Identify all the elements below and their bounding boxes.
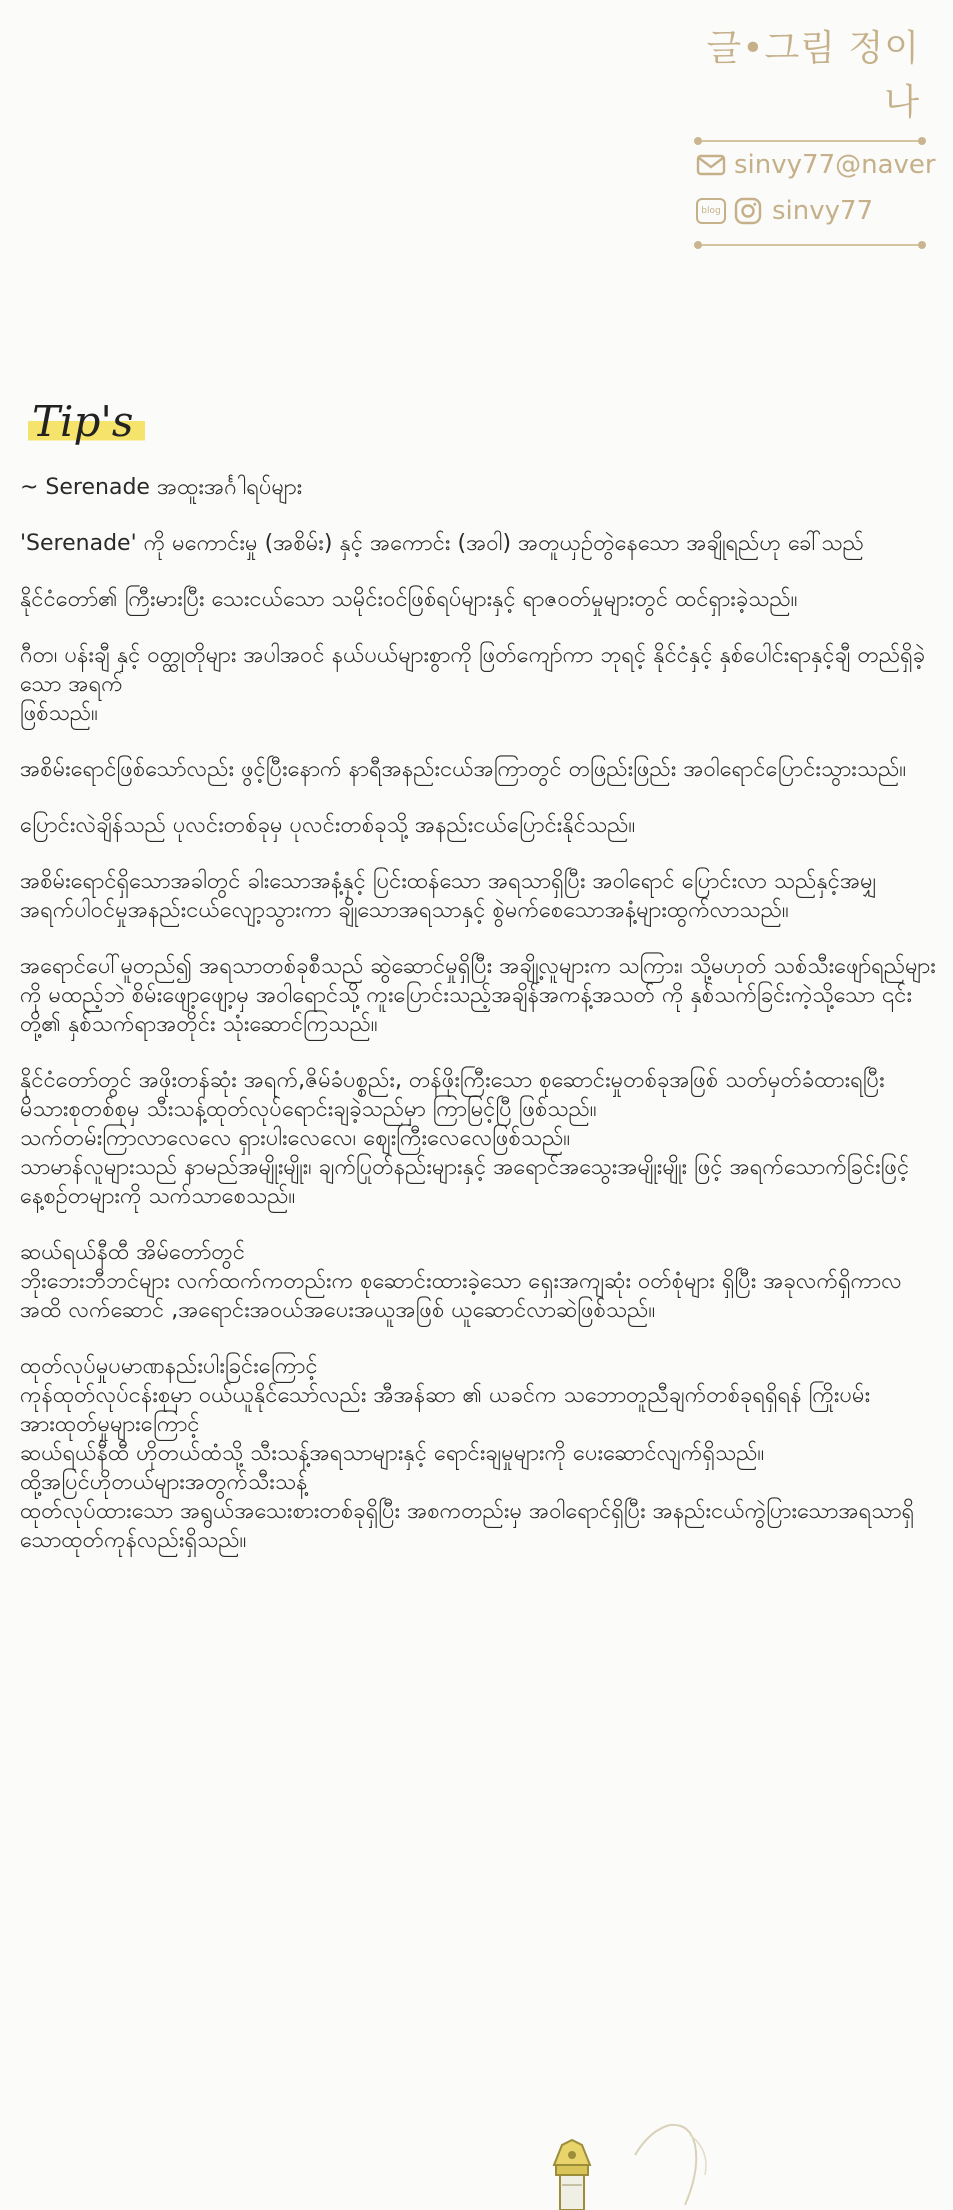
tips-paragraph: [20, 1066, 938, 1211]
instagram-icon[interactable]: [734, 197, 762, 225]
paragraph-line: ဖြစ်သည်။: [20, 701, 98, 726]
paragraph-line: အရောင်ပေါ်မူတည်၍ အရသာတစ်ခုစီသည် ဆွဲဆောင်မှုရှိပြီး အချို့လူများက သကြား၊ သို့မဟုတ် သစ်သီးဖျော်ရည်များကို မထည့်ဘဲ စိမ်းဖျော့ဖျော့မှ အဝါရောင်သို့ ကူးပြောင်းသည့်အချိန်အကန့်အသတ် ကို နှစ်သက်ခြင်းကဲ့သို့သော ၎င်းတို့၏ နှစ်သက်ရာအတိုင်း သုံးဆောင်ကြသည်။: [20, 954, 936, 1037]
paragraph-line: 'Serenade' ကို မကောင်းမှု (အစိမ်း) နှင့် အကောင်း (အဝါ) အတူယှဉ်တွဲနေသော အချိုရည်ဟု ခေါ်သည်: [20, 531, 864, 556]
paragraph-line: နိုင်ငံတော်တွင် အဖိုးတန်ဆုံး အရက်,ဇိမ်ခံပစ္စည်း, တန်ဖိုးကြီးသော စုဆောင်းမှုတစ်ခုအဖြစ် သတ်မှတ်ခံထားရပြီး မိသားစုတစ်စုမှ သီးသန့်ထုတ်လုပ်ရောင်းချခဲ့သည်မှာ ကြာမြင့်ပြီ ဖြစ်သည်။: [20, 1068, 885, 1122]
paragraph-line: ထုတ်လုပ်မှုပမာဏနည်းပါးခြင်းကြောင့်: [20, 1354, 318, 1379]
paragraph-line: ~ Serenade အထူးအင်္ဂါရပ်များ: [20, 475, 303, 500]
paragraph-line: ပြောင်းလဲချိန်သည် ပုလင်းတစ်ခုမှ ပုလင်းတစ်ခုသို့ အနည်းငယ်ပြောင်းနိုင်သည်။: [20, 813, 636, 838]
tips-paragraph: [20, 811, 938, 840]
tips-paragraph: [20, 1238, 938, 1325]
credit-instagram-handle[interactable]: sinvy77: [772, 196, 874, 226]
credit-email[interactable]: sinvy77@naver: [734, 150, 936, 180]
credit-divider-bottom: [698, 244, 922, 246]
credit-divider-top: [698, 140, 922, 142]
tips-paragraph: [20, 867, 938, 925]
mail-icon: [696, 153, 726, 177]
tips-paragraph: [20, 529, 938, 558]
bottle-illustration: [540, 2095, 760, 2210]
paragraph-line: အစိမ်းရောင်ရှိသောအခါတွင် ခါးသောအနံ့နှင့် ပြင်းထန်သော အရသာရှိပြီး အဝါရောင် ပြောင်းလာ သည်နှင့်အမျှ အရက်ပါဝင်မှုအနည်းငယ်လျော့သွားကာ ချိုသောအရသာနှင့် စွဲမက်စေသောအနံ့များထွက်လာသည်။: [20, 869, 878, 923]
author-credit: [690, 22, 936, 246]
author-name: 글•그림 정이나: [706, 28, 920, 123]
paragraph-line: ဂီတ၊ ပန်းချီ နှင့် ဝတ္ထုတိုများ အပါအဝင် နယ်ပယ်များစွာကို ဖြတ်ကျော်ကာ ဘုရင့် နိုင်ငံနှင့် နှစ်ပေါင်းရာနှင့်ချီ တည်ရှိခဲ့သော အရက်: [20, 643, 926, 697]
paragraph-line: ထို့အပြင်ဟိုတယ်များအတွက်သီးသန့်: [20, 1470, 308, 1495]
tips-paragraph: [20, 755, 938, 784]
paragraph-line: ဆယ်ရယ်နီထီ အိမ်တော်တွင်: [20, 1240, 246, 1265]
bottle-cap-icon: [554, 2140, 590, 2210]
paragraph-line: ဆယ်ရယ်နီထီ ဟိုတယ်ထံသို့ သီးသန့်အရသာများနှင့် ရောင်းချမှုများကို ပေးဆောင်လျက်ရှိသည်။: [20, 1441, 765, 1466]
tips-heading: Tip's: [28, 396, 145, 448]
paragraph-line: ကုန်ထုတ်လုပ်ငန်းစုမှာ ဝယ်ယူနိုင်သော်လည်း အီအန်ဆာ ၏ ယခင်က သဘောတူညီချက်တစ်ခုရရှိရန် ကြိုးပမ်းအားထုတ်မှုများကြောင့်: [20, 1383, 871, 1437]
paragraph-line: ထုတ်လုပ်ထားသော အရွယ်အသေးစားတစ်ခုရှိပြီး အစကတည်းမှ အဝါရောင်ရှိပြီး အနည်းငယ်ကွဲပြားသောအရသာရှိသောထုတ်ကုန်လည်းရှိသည်။: [20, 1499, 915, 1553]
tips-paragraph: [20, 473, 938, 502]
credit-email-row[interactable]: [690, 142, 936, 188]
tips-content: [20, 473, 938, 1582]
paragraph-line: သက်တမ်းကြာလာလေလေ ရှားပါးလေလေ၊ ဈေးကြီးလေလေဖြစ်သည်။: [20, 1126, 571, 1151]
paragraph-line: နိုင်ငံတော်၏ ကြီးမားပြီး သေးငယ်သော သမိုင်းဝင်ဖြစ်ရပ်များနှင့် ရာဇဝတ်မှုများတွင် ထင်ရှားခဲ့သည်။: [20, 587, 798, 612]
tips-paragraph: [20, 952, 938, 1039]
tips-paragraph: [20, 1352, 938, 1555]
paragraph-line: သာမာန်လူများသည် နာမည်အမျိုးမျိုး၊ ချက်ပြုတ်နည်းများနှင့် အရောင်အသွေးအမျိုးမျိုး ဖြင့် အရက်သောက်ခြင်းဖြင့် နေ့စဉ်တများကို သက်သာစေသည်။: [20, 1155, 910, 1209]
credit-social-row[interactable]: [690, 188, 930, 234]
tips-paragraph: [20, 585, 938, 614]
blog-icon[interactable]: blog: [696, 198, 726, 224]
paragraph-line: အစိမ်းရောင်ဖြစ်သော်လည်း ဖွင့်ပြီးနောက် နာရီအနည်းငယ်အကြာတွင် တဖြည်းဖြည်း အဝါရောင်ပြောင်းသွားသည်။: [20, 757, 907, 782]
tips-paragraph: [20, 641, 938, 728]
paragraph-line: ဘိုးဘေးဘီဘင်များ လက်ထက်ကတည်းက စုဆောင်းထားခဲ့သော ရှေးအကျဆုံး ဝတ်စုံများ ရှိပြီး အခုလက်ရှိကာလအထိ လက်ဆောင် ,အရောင်းအဝယ်အပေးအယူအဖြစ် ယူဆောင်လာဆဲဖြစ်သည်။: [20, 1269, 902, 1323]
